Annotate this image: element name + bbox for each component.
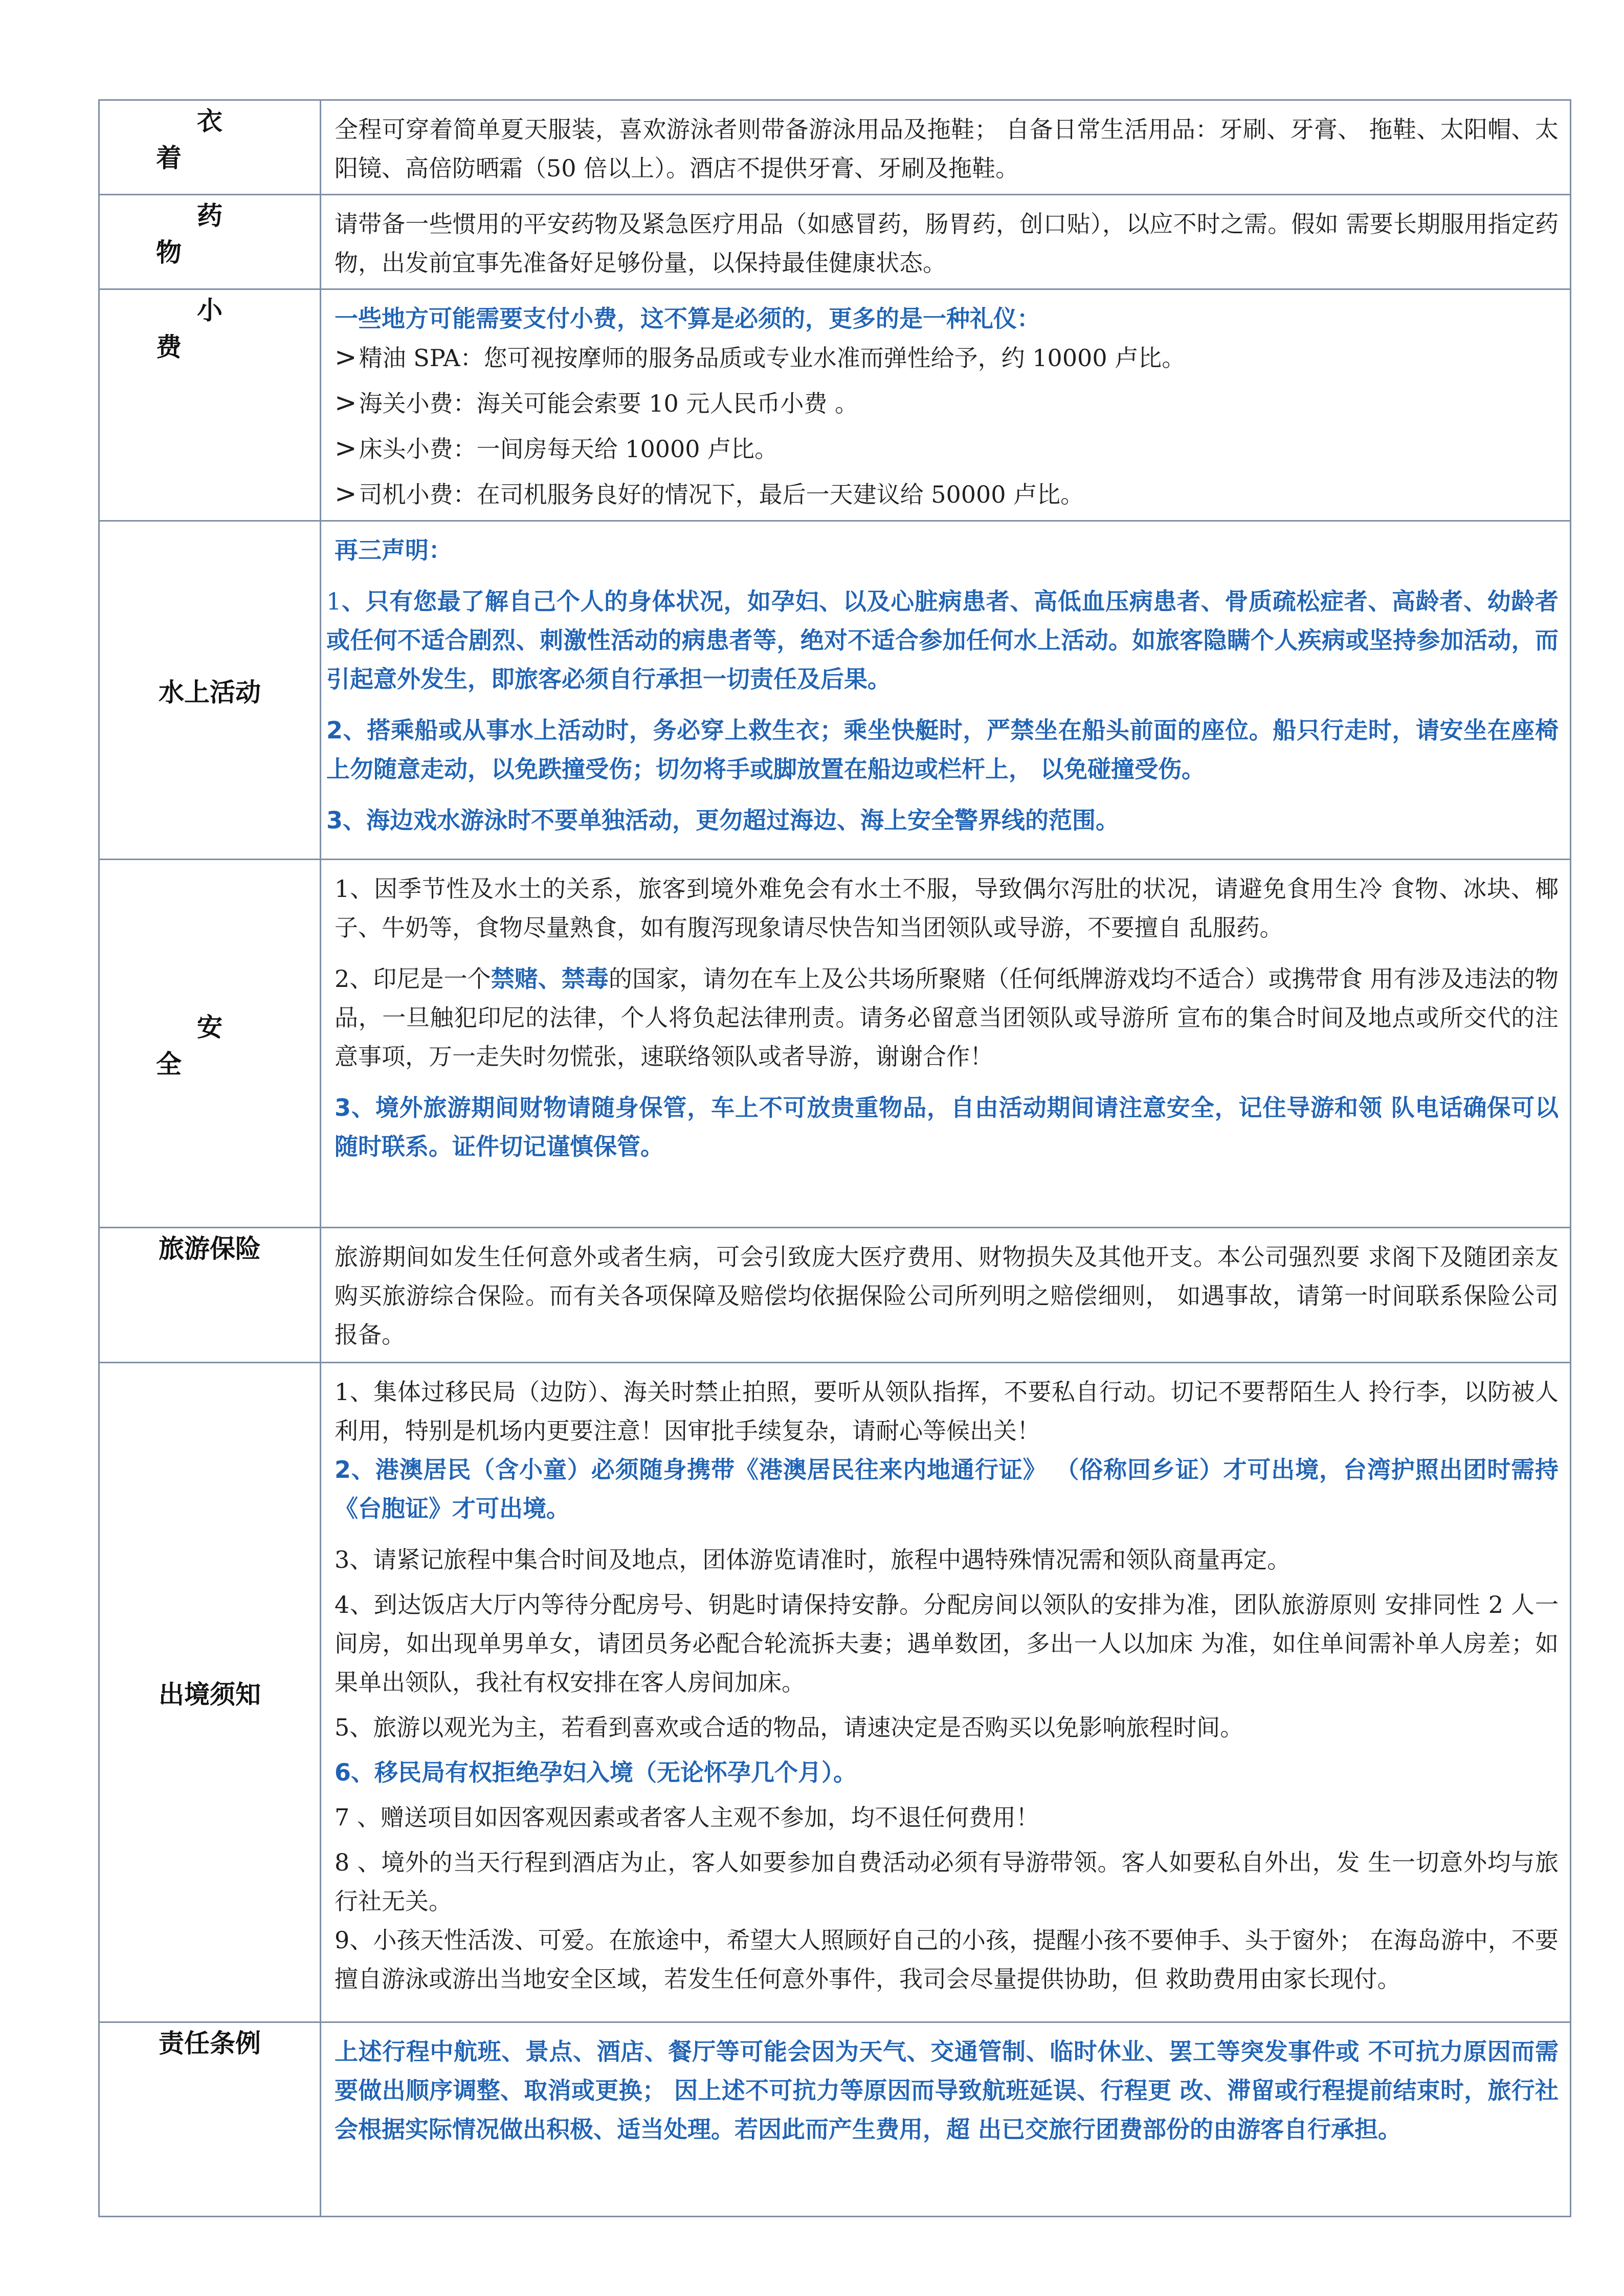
exit-p3: 3、请紧记旅程中集合时间及地点，团体游览请准时，旅程中遇特殊情况需和领队商量再定。 [335, 1546, 1291, 1573]
content-safety [321, 860, 1571, 1228]
tips-item: >精油 SPA：您可视按摩师的服务品质或专业水准而弹性给予，约 10000 卢比。 [335, 342, 1186, 373]
row-clothing [99, 100, 1571, 195]
row-liability [99, 2022, 1571, 2217]
triangle-right-icon: > [335, 342, 357, 373]
row-tips [99, 289, 1571, 521]
row-exit-notice [99, 1363, 1571, 2022]
exit-p9: 9、小孩天性活泼、可爱。在旅途中，希望大人照顾好自己的小孩，提醒小孩不要伸手、头于窗外； 在海岛游中，不要擅自游泳或游出当地安全区域，若发生任何意外事件，我司会尽量提供协助，但 救助费用由家长现付。 [335, 1926, 1559, 1993]
water-title: 再三声明： [335, 536, 452, 564]
label-tips: 小费 [99, 289, 321, 521]
label-liability: 责任条例 [99, 2022, 321, 2217]
exit-p6: 6、移民局有权拒绝孕妇入境（无论怀孕几个月）。 [335, 1759, 857, 1786]
exit-p7: 7 、赠送项目如因客观因素或者客人主观不参加，均不退任何费用！ [335, 1804, 1039, 1831]
travel-notice-table [98, 99, 1571, 2217]
triangle-right-icon: > [335, 479, 357, 509]
medicine-text: 请带备一些惯用的平安药物及紧急医疗用品（如感冒药，肠胃药，创口贴），以应不时之需。假如 需要长期服用指定药物，出发前宜事先准备好足够份量，以保持最佳健康状态。 [335, 210, 1559, 277]
liability-text: 上述行程中航班、景点、酒店、餐厅等可能会因为天气、交通管制、临时休业、罢工等突发事件或 不可抗力原因而需要做出顺序调整、取消或更换； 因上述不可抗力等原因而导致航班延误、行程更 改、滞留或行程提前结束时，旅行社会根据实际情况做出积极、适当处理。若因此而产生费用，超 出已交旅行团费部份的由游客自行承担。 [335, 2038, 1559, 2143]
row-safety [99, 860, 1571, 1228]
tips-item: >司机小费：在司机服务良好的情况下，最后一天建议给 50000 卢比。 [335, 479, 1084, 509]
exit-p4: 4、到达饭店大厅内等待分配房号、钥匙时请保持安静。分配房间以领队的安排为准，团队旅游原则 安排同性 2 人一间房，如出现单男单女，请团员务必配合轮流拆夫妻；遇单数团，多出一人以加床 为准，如住单间需补单人房差；如果单出领队，我社有权安排在客人房间加床。 [335, 1591, 1559, 1696]
row-insurance [99, 1228, 1571, 1363]
triangle-right-icon: > [335, 388, 357, 418]
content-liability [321, 2022, 1571, 2217]
clothing-text: 全程可穿着简单夏天服装，喜欢游泳者则带备游泳用品及拖鞋； 自备日常生活用品：牙刷、牙膏、 拖鞋、太阳帽、太阳镜、高倍防晒霜（50 倍以上）。酒店不提供牙膏、牙刷及拖鞋。 [335, 116, 1559, 182]
insurance-text: 旅游期间如发生任何意外或者生病，可会引致庞大医疗费用、财物损失及其他开支。本公司强烈要 求阁下及随团亲友购买旅游综合保险。而有关各项保障及赔偿均依据保险公司所列明之赔偿细则， 如遇事故，请第一时间联系保险公司报备。 [335, 1243, 1559, 1348]
content-medicine [321, 195, 1571, 289]
exit-p1: 1、集体过移民局（边防）、海关时禁止拍照，要听从领队指挥，不要私自行动。切记不要帮陌生人 拎行李，以防被人利用，特别是机场内更要注意！因审批手续复杂，请耐心等候出关！ [335, 1378, 1559, 1445]
safety-p3: 3、境外旅游期间财物请随身保管，车上不可放贵重物品，自由活动期间请注意安全，记住导游和领 队电话确保可以随时联系。证件切记谨慎保管。 [335, 1094, 1559, 1160]
safety-emphasis: 禁赌、禁毒 [491, 965, 609, 993]
row-water-activities [99, 521, 1571, 860]
tips-item: >床头小费：一间房每天给 10000 卢比。 [335, 433, 778, 464]
water-p2: 2、搭乘船或从事水上活动时，务必穿上救生衣；乘坐快艇时，严禁坐在船头前面的座位。船只行走时，请安坐在座椅上勿随意走动，以免跌撞受伤；切勿将手或脚放置在船边或栏杆上， 以免碰撞受伤。 [326, 716, 1559, 783]
label-safety: 安全 [99, 860, 321, 1228]
tips-item: >海关小费：海关可能会索要 10 元人民币小费 。 [335, 388, 858, 418]
tips-intro: 一些地方可能需要支付小费，这不算是必须的，更多的是一种礼仪： [335, 305, 1040, 332]
content-clothing [321, 100, 1571, 195]
water-p3: 3、海边戏水游泳时不要单独活动，更勿超过海边、海上安全警界线的范围。 [326, 806, 1120, 834]
label-insurance: 旅游保险 [99, 1228, 321, 1363]
label-medicine: 药物 [99, 195, 321, 289]
triangle-right-icon: > [335, 433, 357, 464]
exit-p2: 2、港澳居民（含小童）必须随身携带《港澳居民往来内地通行证》 （俗称回乡证）才可出境，台湾护照出团时需持《台胞证》才可出境。 [335, 1456, 1559, 1522]
label-clothing: 衣着 [99, 100, 321, 195]
label-exit-notice: 出境须知 [99, 1363, 321, 2022]
content-exit-notice [321, 1363, 1571, 2022]
exit-p8: 8 、境外的当天行程到酒店为止，客人如要参加自费活动必须有导游带领。客人如要私自外出，发 生一切意外均与旅行社无关。 [335, 1849, 1559, 1915]
safety-p1: 1、因季节性及水土的关系，旅客到境外难免会有水土不服，导致偶尔泻肚的状况，请避免食用生冷 食物、冰块、椰子、牛奶等，食物尽量熟食，如有腹泻现象请尽快告知当团领队或导游，不要擅自 乱服药。 [335, 875, 1559, 941]
content-insurance [321, 1228, 1571, 1363]
content-water-activities [321, 521, 1571, 860]
row-medicine [99, 195, 1571, 289]
water-p1: 1、只有您最了解自己个人的身体状况，如孕妇、以及心脏病患者、高低血压病患者、骨质疏松症者、高龄者、幼龄者或任何不适合剧烈、刺激性活动的病患者等，绝对不适合参加任何水上活动。如旅客隐瞒个人疾病或坚持参加活动，而引起意外发生，即旅客必须自行承担一切责任及后果。 [326, 588, 1559, 693]
exit-p5: 5、旅游以观光为主，若看到喜欢或合适的物品，请速决定是否购买以免影响旅程时间。 [335, 1714, 1244, 1741]
content-tips [321, 289, 1571, 521]
label-water-activities: 水上活动 [99, 521, 321, 860]
safety-p2: 2、印尼是一个禁赌、禁毒的国家，请勿在车上及公共场所聚赌（任何纸牌游戏均不适合）或携带食 用有涉及违法的物品，一旦触犯印尼的法律，个人将负起法律刑责。请务必留意当团领队或导游所 宣布的集合时间及地点或所交代的注意事项，万一走失时勿慌张，速联络领队或者导游，谢谢合作！ [335, 965, 1559, 1070]
